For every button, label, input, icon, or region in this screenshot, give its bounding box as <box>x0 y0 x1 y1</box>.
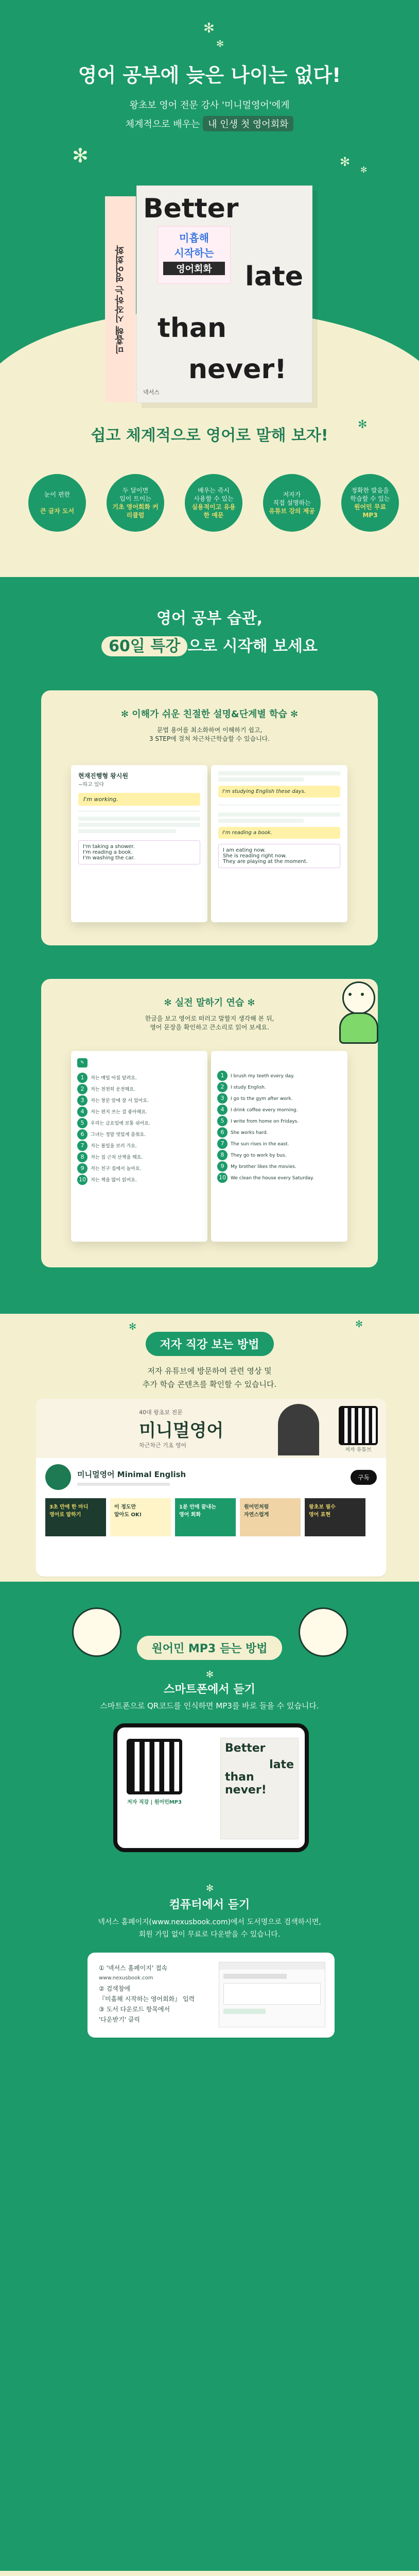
sparkle-decoration: ✻ <box>355 1319 363 1330</box>
feature-4-highlight: 유튜브 강의 제공 <box>269 507 315 515</box>
study-box-2-desc1: 한글을 보고 영어로 떠러고 말할지 생각해 본 뒤, <box>145 1015 274 1022</box>
sparkle-decoration: ✻ <box>72 144 89 167</box>
book-publisher: 넥서스 <box>143 389 160 396</box>
sparkle-decoration: ✻ <box>206 1669 214 1680</box>
feature-badge-3 <box>185 474 242 532</box>
feature-5-line1: 정확한 발음을 <box>351 486 389 494</box>
practice-left-row: 5 우리는 금요일에 보통 쉬어요. <box>77 1118 201 1129</box>
youtube-channel-card <box>36 1399 386 1577</box>
author-photo <box>278 1404 319 1455</box>
habit-line1: 영어 공부 습관, <box>156 609 263 628</box>
hero-desc-line1: 왕초보 영어 전문 강사 '미니멀영어'에게 <box>129 100 290 111</box>
headphone-character-right <box>299 1607 348 1657</box>
practice-left-row: 4 저는 편지 쓰는 걸 좋아해요. <box>77 1107 201 1118</box>
feature-badge-5 <box>341 474 399 532</box>
phone-book-title-3: than <box>225 1771 254 1784</box>
book-kor-title-2: 시작하는 <box>174 247 214 259</box>
footer-section <box>0 2571 419 2576</box>
study-box-1-title: ✻ 이해가 쉬운 친절한 설명&단계별 학습 ✻ <box>120 709 299 720</box>
step-2-detail: 『미흡해 시작하는 영어회화』 입력 <box>99 1995 195 2003</box>
right-list-2: She is reading right now. <box>223 853 287 859</box>
step-2: ② 검색창에 <box>99 1985 130 1992</box>
book-spread-1-left <box>71 765 207 922</box>
phone-title: 스마트폰에서 듣기 <box>164 1683 255 1696</box>
left-page-title: 현재진행형 왕시원 <box>78 772 128 779</box>
channel-avatar[interactable] <box>45 1464 71 1490</box>
book-spine <box>105 196 136 402</box>
video-thumbnail[interactable]: 1분 안에 끝내는 영어 회화 <box>175 1498 236 1536</box>
sparkle-decoration: ✻ <box>358 418 368 431</box>
habit-line2-rest: 으로 시작해 보세요 <box>187 637 318 655</box>
sparkle-decoration: ✻ <box>360 165 368 175</box>
feature-1-highlight: 큰 글자 도서 <box>40 507 75 515</box>
habit-highlight: 60일 특강 <box>101 636 187 656</box>
hero-headline: 영어 공부에 늦은 나이는 없다! <box>78 64 341 87</box>
practice-right-row: 10 We clean the house every Saturday. <box>217 1173 341 1184</box>
study-box-1 <box>41 690 378 945</box>
feature-2-line1: 두 달이면 <box>122 486 149 494</box>
step-1-url: www.nexusbook.com <box>99 1975 153 1981</box>
hero-desc-highlight: 내 인생 첫 영어회화 <box>203 116 293 131</box>
right-list-3: They are playing at the moment. <box>223 859 308 865</box>
left-page-banner: I'm working. <box>78 793 200 806</box>
book-spread-1-right <box>211 765 347 922</box>
practice-right-row: 8 They go to work by bus. <box>217 1150 341 1161</box>
feature-3-highlight: 실용적이고 유용한 예문 <box>191 503 236 519</box>
video-thumbnail[interactable]: 원어민처럼 자연스럽게 <box>240 1498 301 1536</box>
video-thumbnail[interactable]: 3초 만에 한 마디 영어로 말하기 <box>45 1498 106 1536</box>
feature-3-line2: 사용할 수 있는 <box>194 495 234 502</box>
pc-desc2: 회원 가입 없이 무료로 다운받을 수 있습니다. <box>138 1930 281 1939</box>
channel-banner <box>36 1399 386 1458</box>
feature-2-line2: 입이 트이는 <box>119 495 151 502</box>
practice-tab-icon: ✎ <box>77 1058 88 1067</box>
book-english-title-4: never! <box>188 354 287 385</box>
phone-book-title-1: Better <box>225 1742 266 1755</box>
left-example-2: I'm reading a book. <box>83 850 133 855</box>
step-1: ① '넥서스 홈페이지' 접속 <box>99 1964 168 1972</box>
study-box-1-desc2: 3 STEP에 걸쳐 차근차근학습할 수 있습니다. <box>149 735 270 742</box>
feature-4-line1: 저자가 <box>283 490 301 498</box>
book-cover <box>115 185 312 403</box>
headphone-character-left <box>72 1607 121 1657</box>
pc-steps-card <box>88 1953 335 2038</box>
feature-4-line2: 직접 설명하는 <box>273 499 311 506</box>
channel-banner-tag: 차근차근 기초 영어 <box>139 1442 187 1449</box>
phone-book-title-4: never! <box>225 1783 267 1797</box>
channel-name: 미니멀영어 Minimal English <box>77 1469 186 1479</box>
pc-desc1: 넥서스 홈페이지(www.nexusbook.com)에서 도서명으로 검색하시면, <box>98 1918 321 1926</box>
phone-book-title-2: late <box>269 1758 294 1772</box>
author-section-title: 저자 직강 보는 방법 <box>146 1332 274 1356</box>
author-section-desc2: 추가 학습 콘텐츠를 확인할 수 있습니다. <box>142 1380 277 1389</box>
book-spread-2-left <box>71 1051 207 1242</box>
feature-badge-4 <box>263 474 321 532</box>
sparkle-decoration: ✻ <box>203 21 215 36</box>
mp3-qr-label: 저자 직강 | 원어민MP3 <box>127 1800 182 1805</box>
feature-2-highlight: 기초 영어회화 커리큘럼 <box>112 503 159 519</box>
hero-desc-line2-pre: 체계적으로 배우는 <box>125 119 203 130</box>
video-thumbnail[interactable]: 왕초보 필수 영어 표현 <box>305 1498 365 1536</box>
sparkle-decoration: ✻ <box>340 155 351 169</box>
right-list-1: I am eating now. <box>223 848 266 853</box>
feature-badge-1 <box>28 474 86 532</box>
phone-book-thumbnail <box>220 1738 299 1839</box>
left-page-sub: ~하고 있다 <box>78 782 104 788</box>
study-box-2 <box>41 979 378 1267</box>
sparkle-decoration: ✻ <box>206 1883 214 1894</box>
subscribe-button[interactable]: 구독 <box>351 1470 377 1485</box>
practice-left-row: 9 저는 친구 집에서 놀아요. <box>77 1163 201 1175</box>
practice-right-row: 4 I drink coffee every morning. <box>217 1105 341 1116</box>
feature-3-line1: 배우는 즉시 <box>198 486 230 494</box>
channel-banner-title: 미니멀영어 <box>139 1420 224 1441</box>
practice-left-row: 2 저는 천천히 운전해요. <box>77 1084 201 1095</box>
practice-right-row: 9 My brother likes the movies. <box>217 1161 341 1173</box>
pc-title: 컴퓨터에서 듣기 <box>169 1899 250 1911</box>
study-box-2-title: ✻ 실전 말하기 연습 ✻ <box>164 997 255 1008</box>
step-3: ③ 도서 다운로드 항목에서 <box>99 2006 170 2013</box>
practice-left-row: 6 그녀는 정말 멋있게 춤춰요. <box>77 1129 201 1141</box>
practice-right-row: 3 I go to the gym after work. <box>217 1093 341 1105</box>
practice-left-row: 10 저는 책을 많이 읽어요. <box>77 1175 201 1186</box>
mp3-qr-code[interactable] <box>127 1739 182 1805</box>
youtube-qr-code[interactable] <box>339 1406 378 1453</box>
book-kor-title-box <box>158 226 231 284</box>
waving-character-illustration <box>337 981 378 1043</box>
author-section-desc1: 저자 유튜브에 방문하여 관련 영상 및 <box>147 1366 272 1376</box>
practice-left-row: 8 저는 집 근처 산책을 해요. <box>77 1152 201 1163</box>
features-banner-title: 쉽고 체계적으로 영어로 말해 보자! <box>91 427 328 445</box>
practice-right-row: 1 I brush my teeth every day. <box>217 1071 341 1082</box>
book-spread-2-right <box>211 1051 347 1242</box>
feature-badge-2 <box>107 474 164 532</box>
mp3-section-title: 원어민 MP3 듣는 방법 <box>137 1636 282 1660</box>
right-page-head1: I'm studying English these days. <box>218 786 340 798</box>
sparkle-decoration: ✻ <box>216 39 224 49</box>
pc-screenshot <box>219 1962 325 2027</box>
right-page-head2: I'm reading a book. <box>218 827 340 839</box>
book-kor-title-1: 미흡해 <box>179 232 209 244</box>
feature-5-highlight: 원어민 무료 MP3 <box>354 503 387 519</box>
practice-right-row: 5 I write from home on Fridays. <box>217 1116 341 1127</box>
sparkle-decoration: ✻ <box>129 1321 137 1332</box>
practice-right-row: 2 I study English. <box>217 1082 341 1093</box>
step-3-detail: '다운받기' 클릭 <box>99 2016 140 2023</box>
practice-left-row: 3 저는 창문 앞에 잘 서 있어요. <box>77 1095 201 1107</box>
study-box-1-desc1: 문법 용어를 최소화하여 이해하기 쉽고, <box>156 726 263 734</box>
study-box-2-desc2: 영어 문장을 확인하고 큰소리로 읽어 보세요. <box>150 1024 269 1031</box>
left-example-3: I'm washing the car. <box>83 855 135 861</box>
feature-1-line1: 눈이 편한 <box>44 490 71 498</box>
practice-left-row: 1 저는 매일 아침 달려요. <box>77 1073 201 1084</box>
book-english-title-3: than <box>158 313 226 344</box>
practice-right-row: 7 The sun rises in the east. <box>217 1139 341 1150</box>
practice-left-row: 7 저는 볼일을 보러 가요. <box>77 1141 201 1152</box>
left-example-1: I'm taking a shower. <box>83 844 135 850</box>
book-spine-title: 미흡해 시작하는 영어회화 <box>115 245 126 354</box>
book-kor-title-3: 영어회화 <box>163 262 225 275</box>
feature-5-line2: 학습할 수 있는 <box>350 495 390 502</box>
video-thumbnail[interactable]: 이 정도만 알아도 OK! <box>110 1498 171 1536</box>
channel-banner-small: 40대 왕초보 전문 <box>139 1409 183 1416</box>
qr-label: 저자 유튜브 <box>345 1447 372 1453</box>
phone-mockup <box>113 1723 309 1852</box>
practice-right-row: 6 She works hard. <box>217 1127 341 1139</box>
book-english-title-1: Better <box>143 193 239 224</box>
phone-desc: 스마트폰으로 QR코드를 인식하면 MP3를 바로 들을 수 있습니다. <box>100 1701 319 1710</box>
book-english-title-2: late <box>245 261 304 292</box>
